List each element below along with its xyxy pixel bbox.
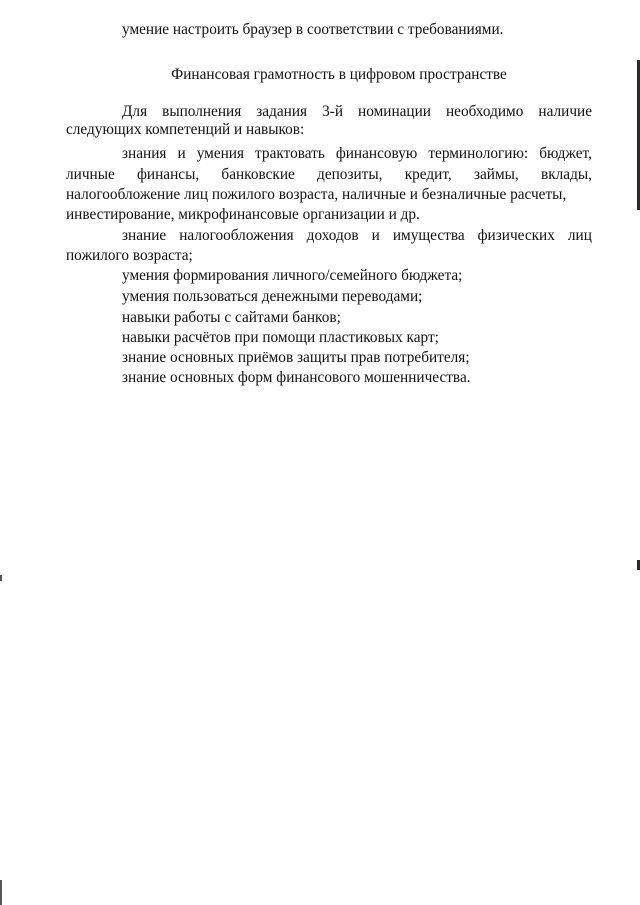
intro-line-2: следующих компетенций и навыков: (66, 121, 305, 138)
item1-line-4: инвестирование, микрофинансовые организации и др. (66, 206, 420, 223)
list-item: навыки работы с сайтами банков; (122, 309, 341, 326)
list-item: навыки расчётов при помощи пластиковых карт; (122, 329, 439, 346)
intro-line-1: Для выполнения задания 3-й номинации необходимо наличие (122, 103, 592, 120)
list-item: умения формирования личного/семейного бюджета; (122, 267, 463, 284)
section-title: Финансовая грамотность в цифровом пространстве (171, 66, 507, 83)
item1-line-3: налогообложение лиц пожилого возраста, наличные и безналичные расчеты, (66, 186, 567, 203)
list-item: знание основных форм финансового мошенничества. (122, 369, 471, 386)
list-item: знание основных приёмов защиты прав потребителя; (122, 349, 470, 366)
top-line: умение настроить браузер в соответствии с требованиями. (122, 21, 504, 38)
item2-line-1: знание налогообложения доходов и имущества физических лиц (122, 227, 592, 244)
list-item: умения пользоваться денежными переводами; (122, 288, 423, 305)
scan-edge-mark (0, 880, 2, 905)
scan-edge-mark (0, 575, 2, 581)
item1-line-2: личные финансы, банковские депозиты, кредит, займы, вклады, (66, 166, 592, 183)
item2-line-2: пожилого возраста; (66, 247, 193, 264)
item1-line-1: знания и умения трактовать финансовую терминологию: бюджет, (122, 145, 592, 162)
